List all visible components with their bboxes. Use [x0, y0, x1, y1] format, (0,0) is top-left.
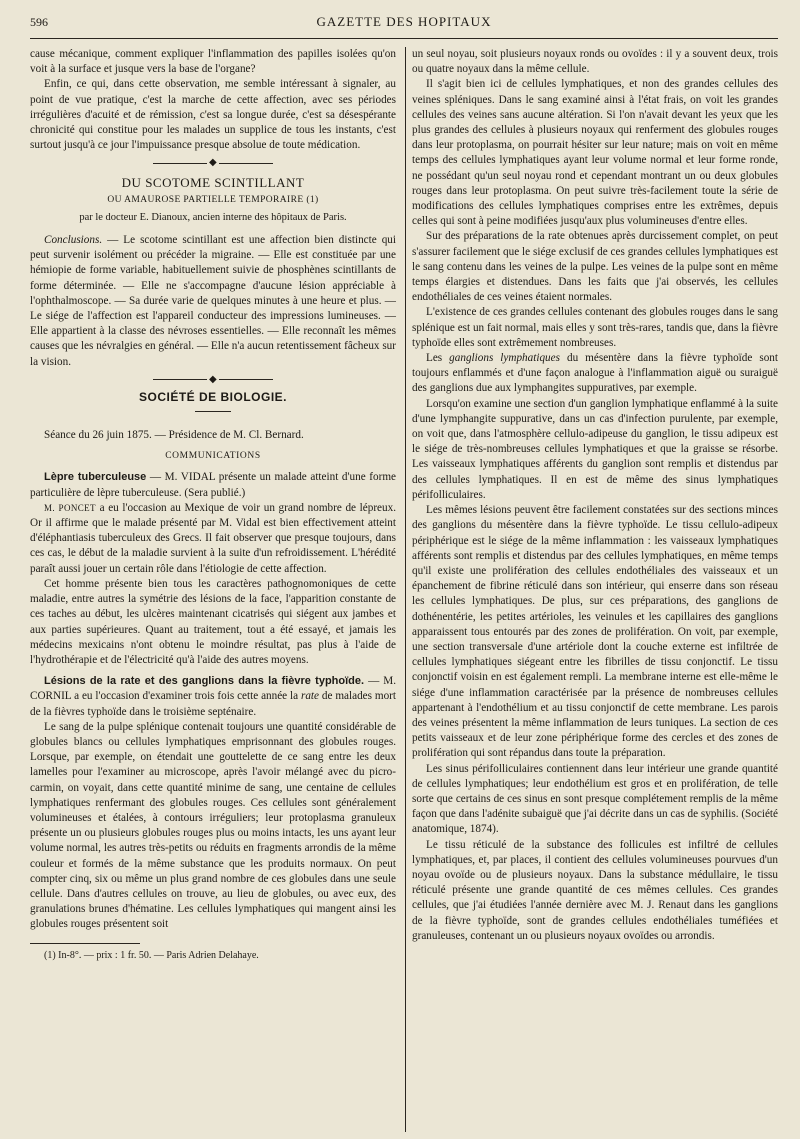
section-title: Lèpre tuberculeuse: [44, 471, 147, 484]
short-rule: [195, 411, 231, 412]
footnote: (1) In-8°. — prix : 1 fr. 50. — Paris Adrien Delahaye.: [44, 949, 259, 961]
paragraph: Les mêmes lésions peuvent être facilement constatées sur des sections minces des ganglions du mésentère dans la fièvre typhoïde. Le tissu cellulo-adipeux périphérique est le siége de la même inflammation : les vaisseaux lymphatiques afférents sont remplis et distendus par des cellules lymphatiques, en même temps qu'il existe une prolifération des cellules endothéliales des vaisseaux et un épanchement de fibrine réticulé dans son intérieur, qui enserre dans son réseau les cellules lymphatiques. De plus, sur ces préparations, des ganglions de dothénentérie, les petites artérioles, les veinules et les capillaires des ganglions apparaissent tous entourés par des zones de prolifération. On voit, par exemple, une section transversale d'une artériole dont la couche externe est infiltrée de cellules lymphatiques siégeant entre les fibrilles de tissu conjonctif. Le tissu conjonctif voisin en est également rempli. La membrane interne est elle-même le siége d'une inflammation caractérisée par la présence de nombreuses cellules appartenant à l'endothélium et au tissu conjonctif de cette membrane. Les parois des veines présentent la même inflammation de leurs tuniques. La section de ces petits vaisseaux et de leur zone périphérique forme des cercles et des zones de prolifération qui sont répandus dans toute la préparation.: [412, 504, 778, 760]
article-subtitle: OU AMAUROSE PARTIELLE TEMPORAIRE (1): [107, 194, 319, 205]
paragraph: Les sinus périfolliculaires contiennent dans leur intérieur une grande quantité de cellules lymphatiques; leur endothélium est gros et en prolifération, de telle sorte que certains de ces sinus en sont presque complétement remplis de la même façon que dans l'adénite subaiguë que j'ai décrite dans un cas de syphilis. (Société anatomique, 1874).: [412, 762, 778, 836]
session-line: Séance du 26 juin 1875. — Présidence de M. Cl. Bernard.: [44, 429, 304, 442]
paragraph: Lésions de la rate et des ganglions dans la fièvre typhoïde. — M. CORNIL a eu l'occasion d'examiner trois fois cette année la rate de malades mort de la fièvres typhoïde dans le troisième septénaire.: [30, 675, 396, 718]
paragraph: un seul noyau, soit plusieurs noyaux ronds ou ovoïdes : il y a souvent deux, trois ou quatre noyaux dans la même cellule.: [412, 48, 778, 76]
right-column: [412, 47, 778, 963]
society-heading: SOCIÉTÉ DE BIOLOGIE.: [138, 389, 288, 404]
paragraph: L'existence de ces grandes cellules contenant des globules rouges dans le sang splénique est un fait normal, mais elles y sont très-rares, tandis que, dans la fièvre typhoïde elles sont extrêmement nombreuses.: [412, 306, 778, 349]
paragraph: Les ganglions lymphatiques du mésentère dans la fièvre typhoïde sont toujours enflammés et d'une façon analogue à l'inflammation aiguë ou suraiguë des ganglions due aux lymphangites suppuratives, par exemple.: [412, 352, 779, 395]
communications-heading: COMMUNICATIONS: [165, 451, 261, 462]
paragraph: Le sang de la pulpe splénique contenait toujours une quantité considérable de globules blancs ou cellules lymphatiques emprisonnant des globules rouges. Lorsque, par exemple, on étendait une gouttelette de ce sang entre les deux lamelles pour l'examiner au microscope, après l'avoir mélangé avec du picro-carmin, on voyait, dans cette quantité minime de sang, une centaine de cellules lymphatiques renfermant des globules rouges. Ces cellules sont généralement volumineuses et étalées, à contours irréguliers; leur protoplasma granuleux présente un ou plusieurs globules rouges plus ou moins intacts, les uns ayant leur volume normal, les autres très-petits ou réduits en fragments arrondis de la même couleur et formés de la même substance que les produits normaux. On peut compter cinq, six ou même un plus grand nombre de ces globules dans une seule cellule. Dans d'autres cellules on trouve, au lieu de globules, ou avec eux, des granulations brunes d'hématine. Les cellules lymphatiques qui mangent ainsi les globules rouges présentent soit: [30, 720, 396, 931]
paragraph: Il s'agit bien ici de cellules lymphatiques, et non des grandes cellules des veines spléniques. Dans le sang examiné ainsi à l'état frais, on voit les grandes cellules des veines sans aucune altération. Si l'on n'avait devant les yeux que les plus grandes des cellules à plusieurs noyaux qui renferment des globules rouges dans leur protoplasma, on pourrait hésiter sur leur nature; mais on voit en même temps des cellules lymphatiques ayant leur volume normal et leur forme ronde, ne possédant qu'un seul noyau rond et cependant montrant un ou deux globules rouges dans leur protoplasma. On peut suivre très-facilement toute la série de modifications des cellules lymphatiques comprises entre les extrêmes, depuis celles qui sont à peine modifiées jusqu'aux plus volumineuses d'entre elles.: [412, 78, 778, 228]
left-column: [30, 47, 396, 963]
text-columns: [30, 47, 778, 963]
paragraph: Le tissu réticulé de la substance des follicules est infiltré de cellules lymphatiques, et, par places, il contient des cellules volumineuses pourvues d'un noyau ovoïde ou de plusieurs noyaux. Dans la substance médullaire, le tissu réticulé présente une grande quantité de ces mêmes cellules. Ces grandes cellules, que j'ai étudiées l'année dernière avec M. J. Renaut dans les ganglions de la fièvre typhoïde, sont de grandes cellules endothéliales tuméfiées et granuleuses, contenant un ou plusieurs noyaux ovoïdes ou arrondis.: [412, 838, 778, 942]
paragraph: Lorsqu'on examine une section d'un ganglion lymphatique enflammé à la suite d'une lymphangite suppurative, dans un cas d'infection purulente, par exemple, on voit que, dans l'atmosphère cellulo-adipeuse du ganglion, le tissu adipeux est le siége de très-nombreuses cellules lymphatiques et que la graisse se résorbe. Les vaisseaux lymphatiques afférents du ganglion sont remplis et distendus par des cellules lymphatiques. Il en est de même des sinus lymphatiques périfolliculaires.: [412, 397, 778, 501]
section-title: Lésions de la rate et des ganglions dans la fièvre typhoïde.: [44, 675, 365, 688]
paragraph: cause mécanique, comment expliquer l'inflammation des papilles isolées qu'on voit à la surface et jusque vers la base de l'organe?: [30, 48, 396, 76]
ornament-divider: [153, 376, 273, 384]
paragraph: Conclusions. — Le scotome scintillant est une affection bien distincte qui peut survenir isolément ou précéder la migraine. — Elle est constituée par une hémiopie de forme variable, habituellement suivie de phosphènes scintillants de forme déterminée. — Elle ne s'accompagne d'aucune lésion appréciable à l'ophthalmoscope. — Sa durée varie de quelques minutes à une heure et plus. — Le siége de l'affection est l'appareil conducteur des impressions lumineuses. — Elle appartient à la classe des névroses essentielles. — Elle reconnaît les mêmes causes que les névralgies en général. — Elle n'a aucun retentissement fâcheux sur la vision.: [30, 234, 396, 368]
conclusions-label: Conclusions.: [44, 234, 103, 247]
page-header: [30, 14, 778, 39]
footnote-rule: [30, 943, 140, 944]
page-number: 596: [30, 15, 48, 29]
article-title: DU SCOTOME SCINTILLANT: [121, 175, 305, 191]
paragraph: M. PONCET a eu l'occasion au Mexique de voir un grand nombre de lépreux. Or il affirme que le malade présenté par M. Vidal est bien effectivement atteint d'éléphantiasis tuberculeux des Grecs. Il fait observer que presque toujours, dans ces cas, le début de la maladie survient à la suite d'un refroidissement. L'hérédité paraît aussi jouer un certain rôle dans l'étiologie de cette affection.: [30, 501, 397, 575]
paragraph: Sur des préparations de la rate obtenues après durcissement complet, on peut s'assurer facilement que le siége exclusif de ces grandes cellules lymphatiques est le sang contenu dans les veines de la pulpe. Les veines de la pulpe sont en même temps élargies et distendues. Dans les faits que j'ai observés, les cellules endothéliales de ces veines étaient normales.: [412, 230, 778, 304]
ornament-divider: [153, 159, 273, 167]
paragraph: Enfin, ce qui, dans cette observation, me semble intéressant à signaler, au point de vue pratique, c'est la marche de cette affection, avec ses périodes irrégulières d'acuité et de rémission, c'est sa longue durée, c'est sa désespérante chronicité qui constitue pour les malades un supplice de tous les instants, c'est surtout jusqu'à ce jour l'impuissance presque absolue de toute médication.: [30, 78, 396, 152]
column-divider: [405, 47, 406, 1132]
paragraph: Cet homme présente bien tous les caractères pathognomoniques de cette maladie, entre autres la symétrie des lésions de la face, l'apparition constante de ces taches au début, les ulcères maintenant cicatrisés qui siégent aux jambes et aux parties supérieures. Quant au traitement, tout a été essayé, et jamais les médecins mexicains n'ont obtenu le moindre résultat, pas plus à l'aide de l'hydrothérapie et de l'électricité qu'à l'aide des autres moyens.: [30, 577, 396, 666]
article-author: par le docteur E. Dianoux, ancien interne des hôpitaux de Paris.: [79, 211, 347, 223]
journal-title: GAZETTE DES HOPITAUX: [316, 14, 492, 29]
paragraph: Lèpre tuberculeuse — M. VIDAL présente un malade atteint d'une forme particulière de lèpre tuberculeuse. (Sera publié.): [30, 471, 396, 499]
